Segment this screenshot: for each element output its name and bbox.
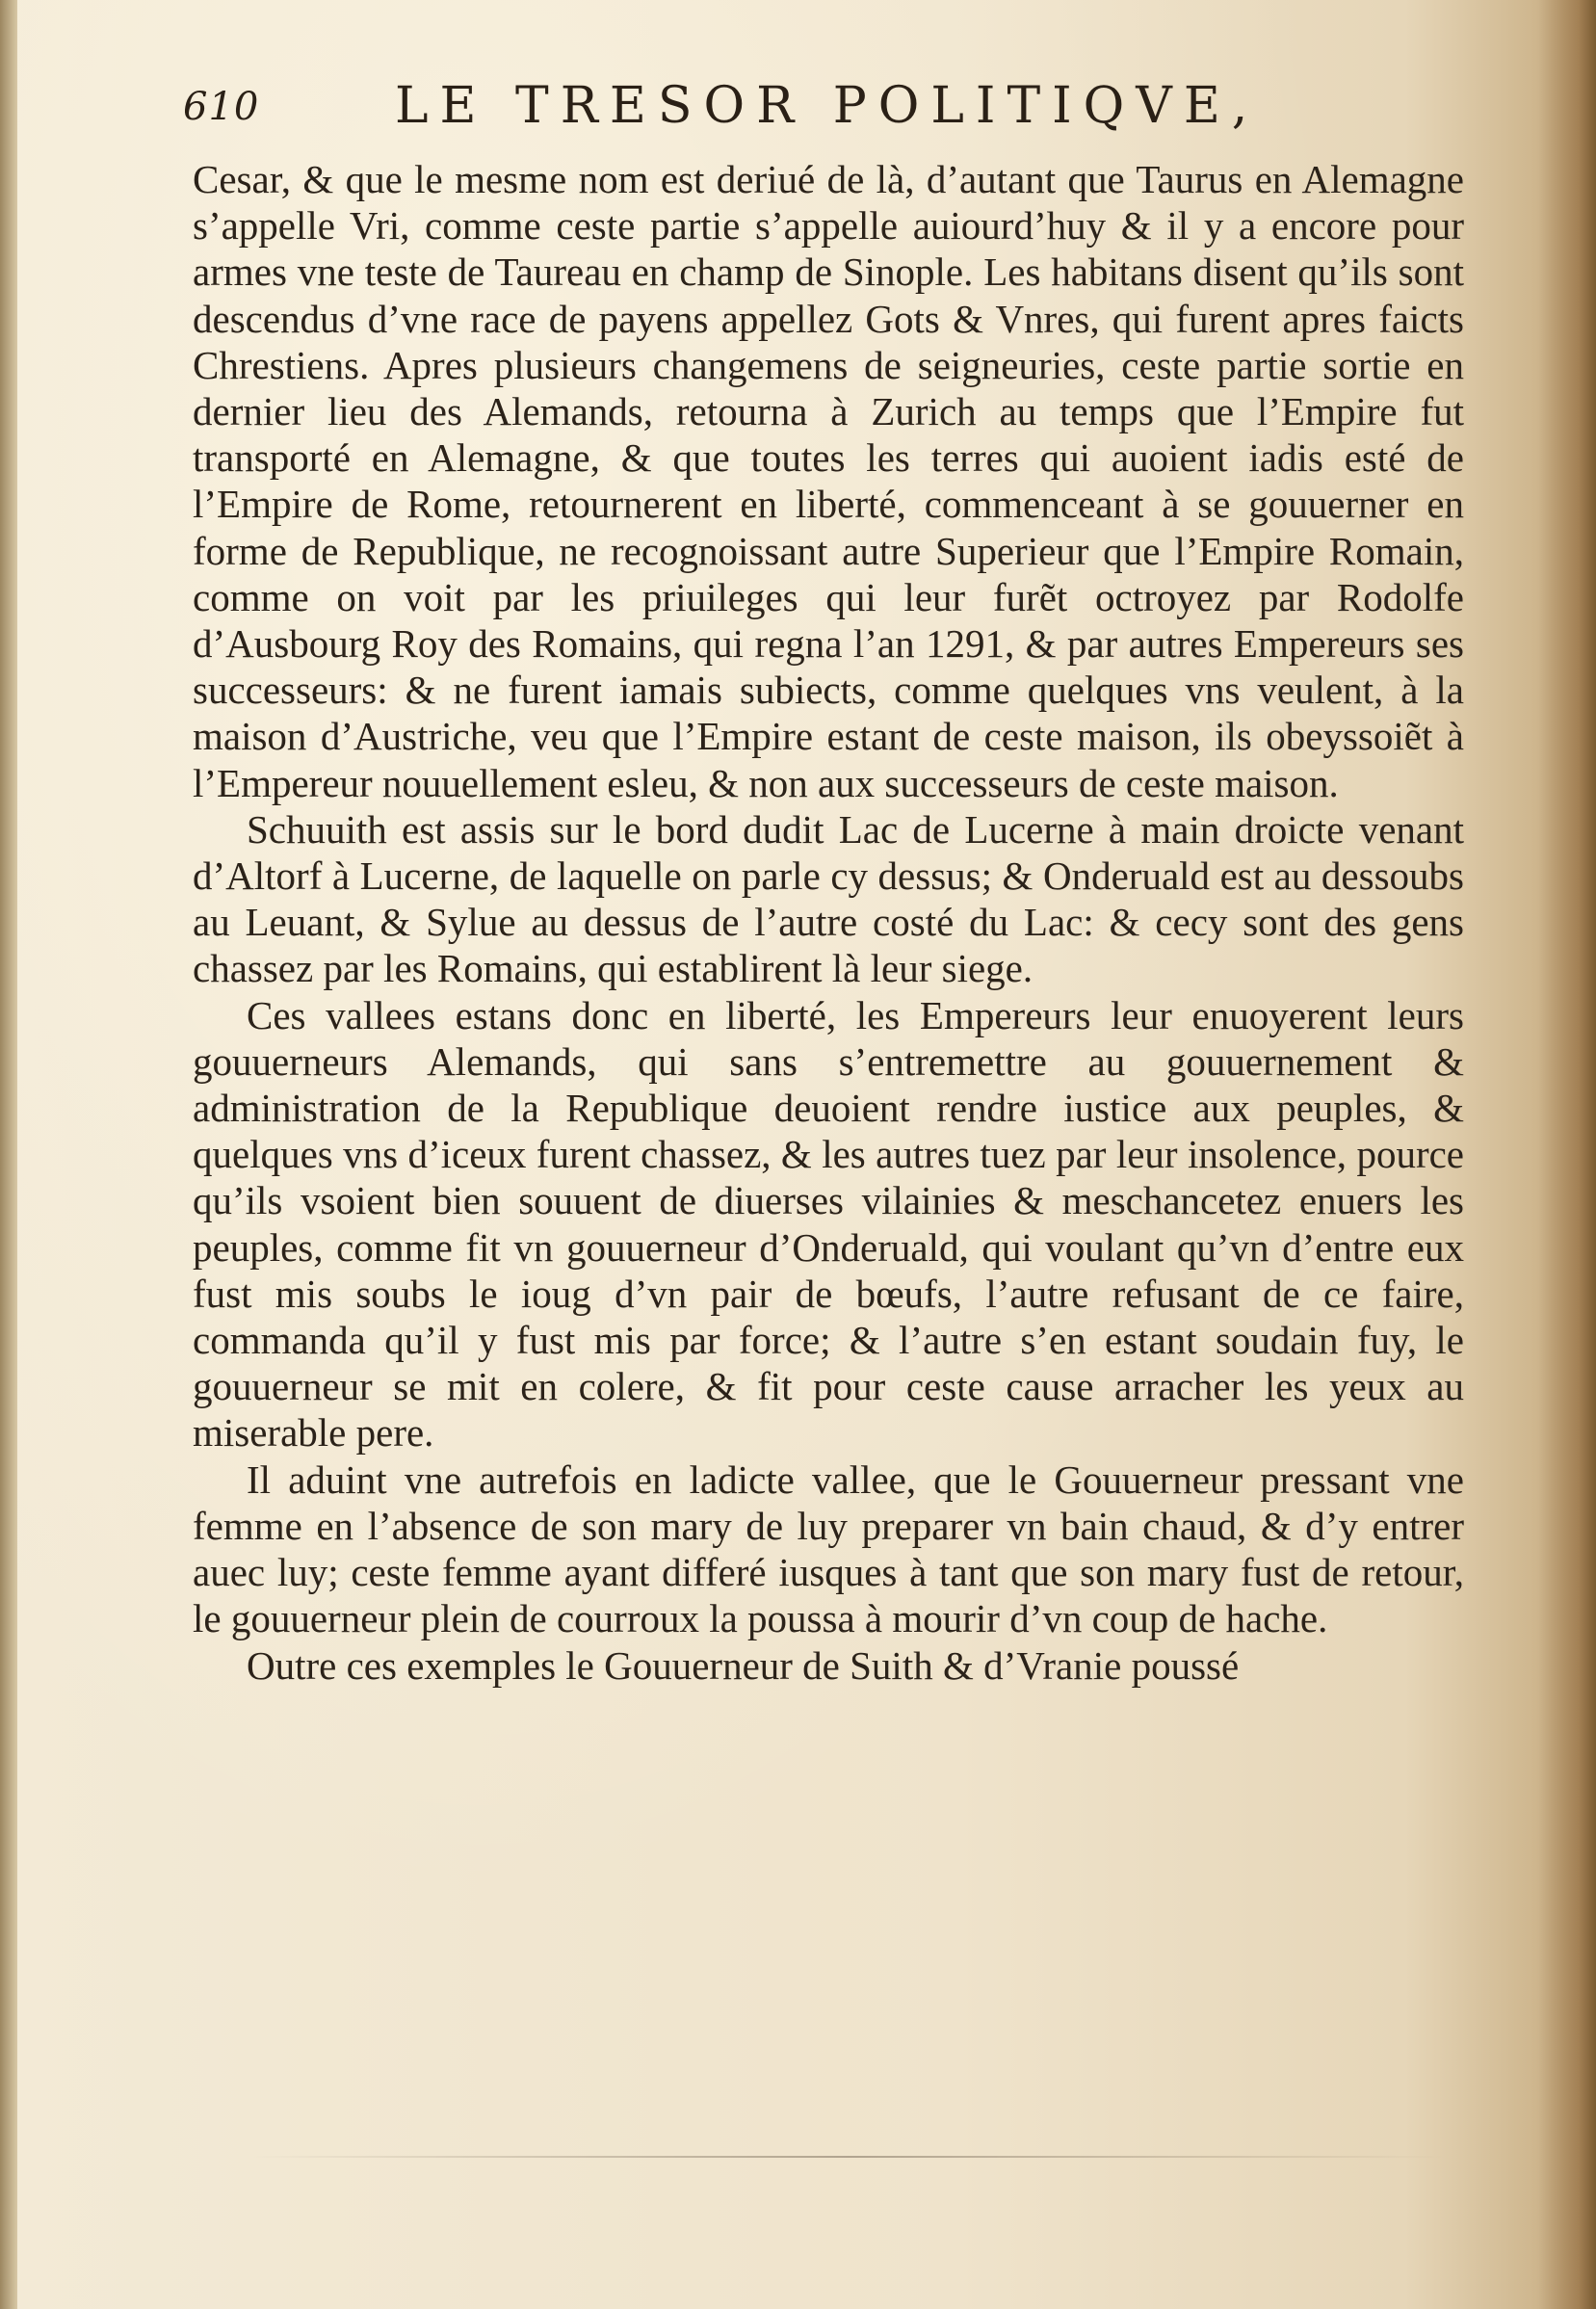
page-number: 610: [183, 85, 260, 129]
paragraph: Ces vallees estans donc en liberté, les Empereurs leur enuoyerent leurs gouuerneurs Alemands, qui sans s’entremettre au gouuernement & administration de la Republique deuoient rendre iustice aux peuples, & quelques vns d’iceux furent chassez, & les autres tuez par leur insolence, pource qu’ils vsoient bien souuent de diuerses vilainies & meschancetez enuers les peuples, comme fit vn gouuerneur d’Onderuald, qui voulant qu’vn d’entre eux fust mis soubs le ioug d’vn pair de bœufs, l’autre refusant de ce faire, commanda qu’il y fust mis par force; & l’autre s’en estant soudain fuy, le gouuerneur se mit en colere, & fit pour ceste cause arracher les yeux au miserable pere.: [193, 992, 1464, 1456]
running-head: [183, 77, 1474, 144]
page-shadow-edge: [1538, 0, 1596, 2309]
paragraph: Il aduint vne autrefois en ladicte vallee, que le Gouuerneur pressant vne femme en l’absence de son mary de luy preparer vn bain chaud, & d’y entrer auec luy; ceste femme ayant differé iusques à tant que son mary fust de retour, le gouuerneur plein de courroux la poussa à mourir d’vn coup de hache.: [193, 1456, 1464, 1641]
paragraph: Cesar, & que le mesme nom est deriué de là, d’autant que Taurus en Alemagne s’appelle Vri, comme ceste partie s’appelle auiourd’huy & il y a encore pour armes vne teste de Taureau en champ de Sinople. Les habitans disent qu’ils sont descendus d’vne race de payens appellez Gots & Vnres, qui furent apres faicts Chrestiens. Apres plusieurs changemens de seigneuries, ceste partie sortie en dernier lieu des Alemands, retourna à Zurich au temps que l’Empire fut transporté en Alemagne, & que toutes les terres qui auoient iadis esté de l’Empire de Rome, retournerent en liberté, commenceant à se gouuerner en forme de Republique, ne recognoissant autre Superieur que l’Empire Romain, comme on voit par les priuileges qui leur furẽt octroyez par Rodolfe d’Ausbourg Roy des Romains, qui regna l’an 1291, & par autres Empereurs ses successeurs: & ne furent iamais subiects, comme quelques vns veulent, à la maison d’Austriche, veu que l’Empire estant de ceste maison, ils obeyssoiẽt à l’Empereur nouuellement esleu, & non aux successeurs de ceste maison.: [193, 157, 1464, 805]
bottom-ink-smudge: [250, 2156, 1445, 2158]
paragraph: Outre ces exemples le Gouuerneur de Suith & d’Vranie poussé: [247, 1642, 1240, 1688]
page-binding-edge: [0, 0, 17, 2309]
paragraph: Schuuith est assis sur le bord dudit Lac de Lucerne à main droicte venant d’Altorf à Lucerne, de laquelle on parle cy dessus; & Onderuald est au dessoubs au Leuant, & Sylue au dessus de l’autre costé du Lac: & cecy sont des gens chassez par les Romains, qui establirent là leur siege.: [193, 806, 1464, 991]
running-title: LE TRESOR POLITIQVE,: [395, 77, 1260, 135]
body-text: [193, 156, 1464, 1689]
